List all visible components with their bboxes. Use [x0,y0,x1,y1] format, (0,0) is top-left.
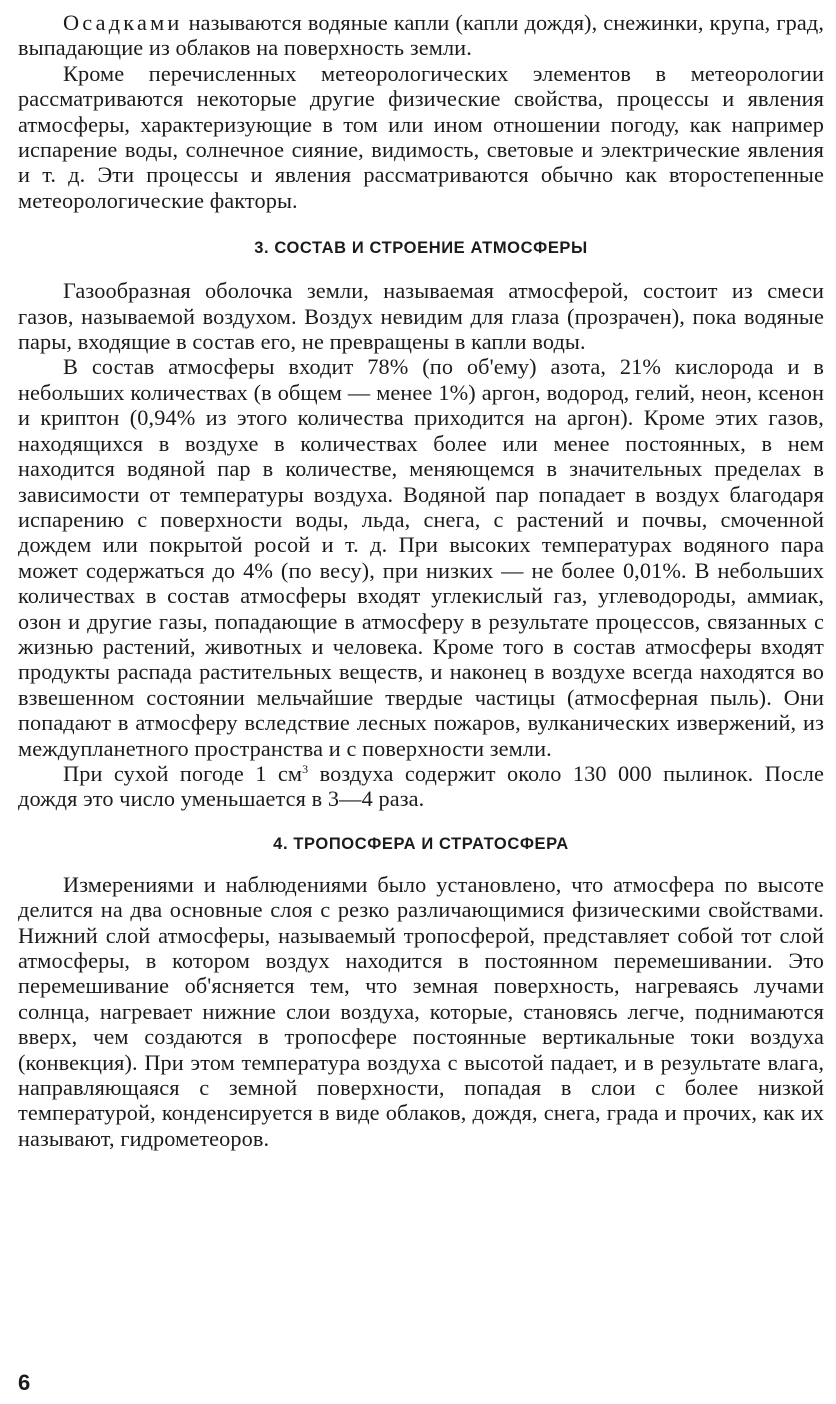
paragraph-dust-count [18,761,824,812]
paragraph-gaseous-envelope: Газообразная оболочка земли, называемая атмосферой, состоит из смеси газов, называемой воздухом. Воздух невидим для глаза (прозрачен), пока водяные пары, входящие в состав его, не превращены в капли воды. [18,278,824,355]
paragraph-troposphere: Измерениями и наблюдениями было установлено, что атмосфера по высоте делится на два основные слоя с резко различающимися физическими свойствами. Нижний слой атмосферы, называемый тропосферой, представляет собой тот слой атмосферы, в котором воздух находится в постоянном перемешивании. Это перемешивание об'ясняется тем, что земная поверхность, нагреваясь лучами солнца, нагревает нижние слои воздуха, которые, становясь легче, поднимаются вверх, чем создаются в тропосфере постоянные вертикальные токи воздуха (конвекция). При этом температура воздуха с высотой падает, и в результате влага, направляющаяся с земной поверхности, попадая в слои с более низкой температурой, конденсируется в виде облаков, дождя, снега, града и прочих, как их называют, гидрометеоров. [18,871,824,1151]
paragraph-precipitation-definition [18,10,824,61]
dust-count-text-end: воздуха содержит около 130 000 пылинок. После дождя это число уменьшается в 3—4 раза. [18,760,824,812]
cubic-superscript: 3 [302,761,309,776]
dust-count-text-start: При сухой погоде 1 см [63,760,303,786]
book-page [18,10,824,1394]
paragraph-atmosphere-composition: В состав атмосферы входит 78% (по об'ему) азота, 21% кислорода и в небольших количествах (в общем — менее 1%) аргон, водород, гелий, неон, ксенон и криптон (0,94% из этого количества приходится на аргон). Кроме этих газов, находящихся в воздухе в количествах более или менее постоянных, в нем находится водяной пар в количестве, меняющемся в значительных пределах в зависимости от температуры воздуха. Водяной пар попадает в воздух благодаря испарению с поверхности воды, льда, снега, с растений и почвы, смоченной дождем или покрытой росой и т. д. При высоких температурах водяного пара может содержаться до 4% (по весу), при низких — не более 0,01%. В небольших количествах в состав атмосферы входят углекислый газ, углеводороды, аммиак, озон и другие газы, попадающие в атмосферу в результате процессов, связанных с жизнью растений, животных и человека. Кроме того в состав атмосферы входят продукты распада растительных веществ, и наконец в воздухе всегда находятся во взвешенном состоянии мельчайшие твердые частицы (атмосферная пыль). Они попадают в атмосферу вследствие лесных пожаров, вулканических извержений, из междупланетного пространства и с поверхности земли. [18,354,824,761]
section-heading-troposphere: 4. ТРОПОСФЕРА И СТРАТОСФЕРА [273,834,569,853]
paragraph-other-phenomena: Кроме перечисленных метеорологических элементов в метеорологии рассматриваются некоторые другие физические свойства, процессы и явления атмосферы, характеризующие в том или ином отношении погоду, как например испарение воды, солнечное сияние, видимость, световые и электрические явления и т. д. Эти процессы и явления рассматриваются обычно как второстепенные метеорологические факторы. [18,60,824,213]
term-precipitation: Осадками [63,10,183,35]
page-number: 6 [18,1370,31,1395]
section-heading-composition: 3. СОСТАВ И СТРОЕНИЕ АТМОСФЕРЫ [254,239,588,258]
precipitation-definition-text: называются водяные капли (капли дождя), снежинки, крупа, град, выпадающие из облаков на поверхность земли. [18,10,824,61]
